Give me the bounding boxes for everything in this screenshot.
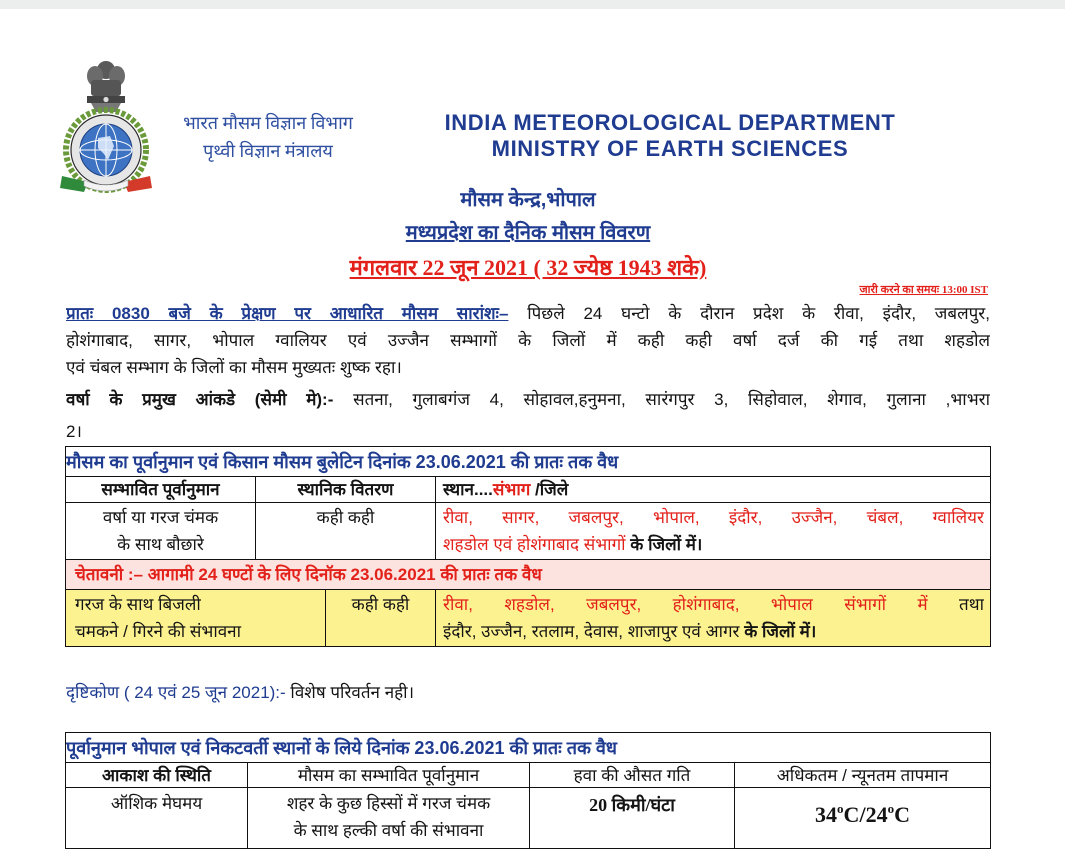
wind-speed: 20 किमी/घंटा [530,788,735,848]
weather-forecast-line-2: के साथ हल्की वर्षा की संभावना [293,821,484,840]
forecast-places-suffix: के जिलों में। [625,535,703,554]
header-sky-condition: आकाश की स्थिति [66,763,248,787]
forecast-places-line-1: रीवा, सागर, जबलपुर, भोपाल, इंदौर, उज्जैन, चंबल, ग्वालियर [443,508,984,527]
weather-forecast-line-1: शहर के कुछ हिस्सों में गरज चंमक [286,794,491,813]
forecast-places-divisions: शहडोल एवं होशंगाबाद संभागों [443,535,626,554]
bhopal-table-row [66,788,990,848]
report-title: मध्यप्रदेश का दैनिक मौसम विवरण [405,222,651,244]
hindi-ministry-name: पृथ्वी विज्ञान मंत्रालय [203,141,333,161]
warning-phenomenon-line-1: गरज के साथ बिजली [75,595,201,614]
imd-emblem-icon [58,58,154,194]
bhopal-forecast-table [65,732,991,849]
header-location-division: संभाग [492,480,531,499]
warning-places-suffix: के जिलों में। [739,622,817,641]
forecast-distribution-text: कही कही [316,508,375,527]
temperature-separator: / [859,802,866,827]
english-department-name: INDIA METEOROLOGICAL DEPARTMENT [444,110,896,135]
bhopal-table-header-row [66,763,990,788]
degree-mark: o [887,801,895,816]
forecast-type-line-2: के साथ बौछारे [117,535,204,554]
warning-row [66,590,990,646]
rainfall-line-2: 2। [66,422,82,441]
forecast-table-row [66,503,990,560]
forecast-places [436,503,990,559]
warning-title: चेतावनी :– आगामी 24 घण्टों के लिए दिनॉक 23.06.2021 की प्रातः तक वैध [66,560,990,590]
summary-label: प्रातः 0830 बजे के प्रेक्षण पर आधारित मौसम सारांशः– [66,304,509,323]
warning-phenomenon [66,590,326,646]
forecast-type [66,503,256,559]
met-centre-title: मौसम केन्द्र,भोपाल [460,189,596,211]
summary-line-2: होशंगाबाद, सागर, भोपाल ग्वालियर एवं उज्जैन सम्भागों के जिलों में कही कही वर्षा दर्ज की गई तथा शहडोल [66,331,990,350]
summary-line-3: एवं चंबल सम्भाग के जिलों का मौसम मुख्यतः शुष्क रहा। [66,358,402,377]
sky-condition-text: ऑशिक मेघमय [110,794,203,813]
rainfall-line-1 [66,386,990,413]
rainfall-label: वर्षा के प्रमुख आंकडे (सेमी मे):- [66,390,334,409]
forecast-type-line-1: वर्षा या गरज चंमक [102,508,219,527]
header-expected-forecast: सम्भावित पूर्वानुमान [66,477,256,502]
forecast-distribution [256,503,436,559]
summary-line-1 [66,300,990,327]
forecast-places-line-2 [443,531,984,558]
warning-places-line-2 [443,618,984,645]
header-weather-forecast: मौसम का सम्भावित पूर्वानुमान [248,763,530,787]
max-temperature: 34 [815,802,838,827]
warning-distribution [326,590,436,646]
issue-time: जारी करने का समयः 13:00 IST [859,284,988,296]
sky-condition [66,788,248,848]
forecast-table-header-row [66,477,990,503]
hindi-department-name: भारत मौसम विज्ञान विभाग [183,113,353,133]
header-location [436,477,990,502]
rainfall-text: सतना, गुलाबगंज 4, सोहावल,हनुमना, सारंगपुर 3, सिहोवाल, शेगाव, गुलाना ,भाभरा [333,390,990,409]
header-wind-speed: हवा की औसत गति [530,763,735,787]
warning-places-divisions: रीवा, शहडोल, जबलपुर, होशंगाबाद, भोपाल संभागों में [443,595,928,614]
english-ministry-name: MINISTRY OF EARTH SCIENCES [491,136,849,161]
outlook-line [66,679,990,706]
warning-distribution-text: कही कही [351,595,410,614]
warning-places-line-1 [443,591,984,618]
header-spatial-distribution: स्थानिक वितरण [256,477,436,502]
outlook-text: विशेष परिवर्तन नही। [285,683,415,702]
forecast-table-title: मौसम का पूर्वानुमान एवं किसान मौसम बुलेटिन दिनांक 23.06.2021 की प्रातः तक वैध [66,447,990,477]
window-top-bar [0,0,1065,9]
header-location-suffix: /जिले [530,480,569,499]
temperature-range [735,788,990,848]
bhopal-table-title: पूर्वानुमान भोपाल एवं निकटवर्ती स्थानों के लिये दिनांक 23.06.2021 की प्रातः तक वैध [66,733,990,763]
summary-text: पिछले 24 घन्टो के दौरान प्रदेश के रीवा, इंदौर, जबलपुर, [508,304,990,323]
header-location-prefix: स्थान.... [443,480,493,499]
weather-forecast [248,788,530,848]
report-date: मंगलवार 22 जून 2021 ( 32 ज्येष्ठ 1943 शके) [349,255,707,280]
outlook-label: दृष्टिकोण ( 24 एवं 25 जून 2021):- [66,683,286,702]
warning-places-conjunction: तथा [927,595,984,614]
warning-phenomenon-line-2: चमकने / गिरने की संभावना [75,622,242,641]
header-temperature: अधिकतम / न्यूनतम तापमान [776,766,949,785]
warning-places-districts: इंदौर, उज्जैन, रतलाम, देवास, शाजापुर एवं आगर [443,622,740,641]
forecast-table [65,446,991,647]
degree-mark: o [837,801,844,816]
lion-capital [87,61,125,112]
emblem-seal [66,110,146,190]
min-temperature: 24 [865,802,888,827]
temperature-unit: C [894,802,910,827]
warning-places [436,590,990,646]
temperature-unit: C [843,802,860,827]
